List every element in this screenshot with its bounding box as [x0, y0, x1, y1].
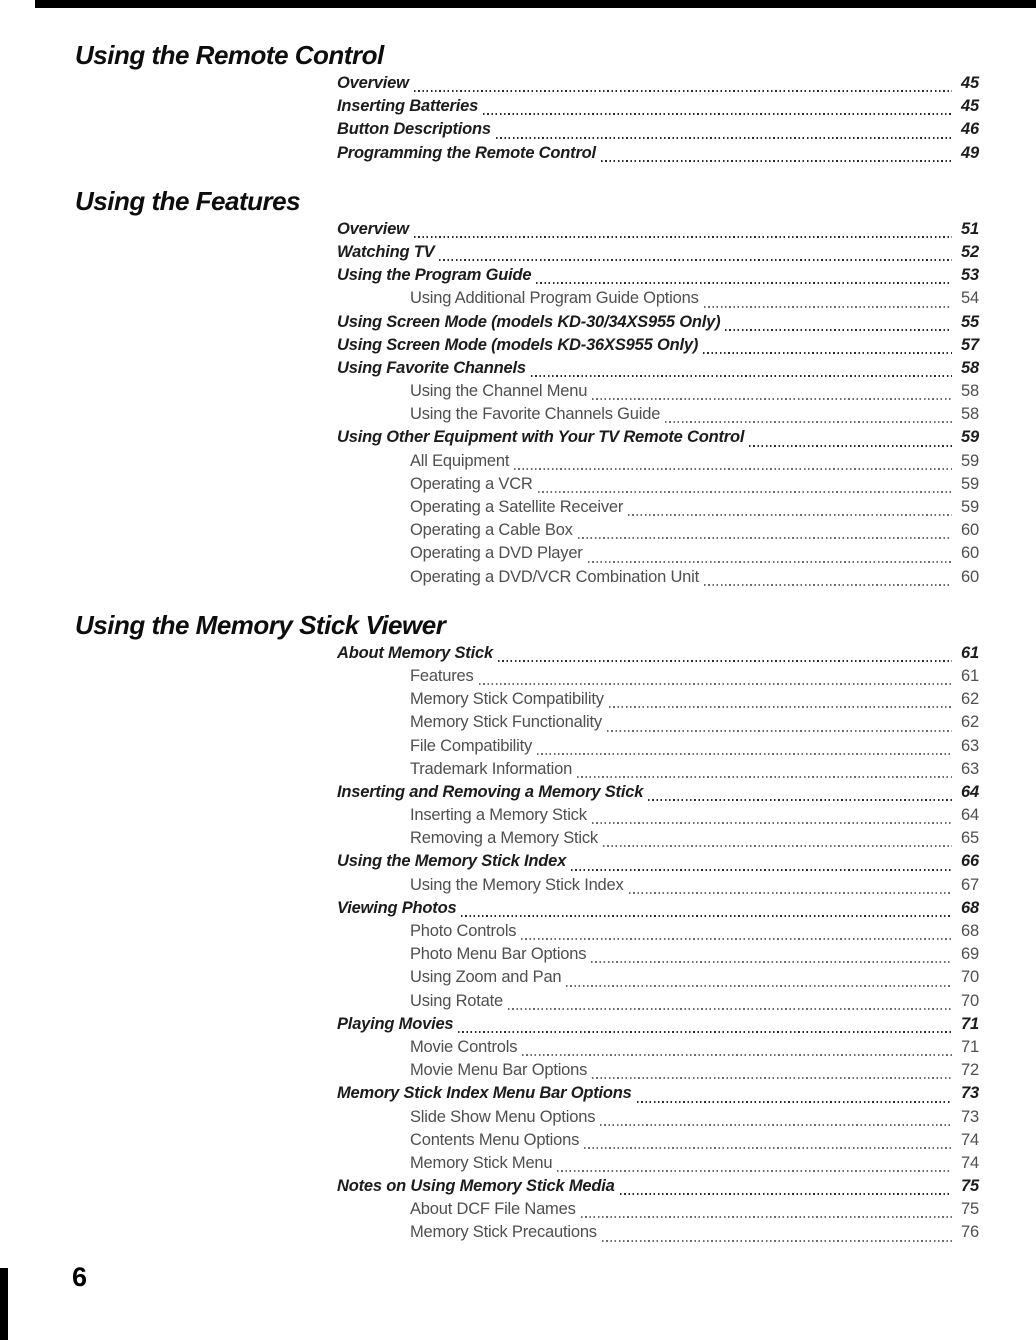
toc-entry-label: Photo Menu Bar Options	[410, 945, 587, 964]
toc-entry-label: Memory Stick Precautions	[410, 1223, 597, 1242]
dot-leader	[522, 1038, 952, 1061]
toc-entry-label: Features	[410, 666, 474, 685]
scan-artifact-left-bar	[0, 1268, 8, 1340]
toc-entry	[337, 876, 979, 899]
toc-entry	[337, 498, 979, 521]
dot-leader	[704, 289, 952, 312]
toc-entry-page-number: 63	[961, 736, 979, 755]
toc-entry-label: Using the Memory Stick Index	[410, 875, 624, 894]
dot-leader	[439, 243, 952, 266]
dot-leader	[536, 266, 952, 289]
toc-entry-page-number: 59	[961, 451, 979, 470]
toc-entry-page-number: 54	[961, 289, 979, 308]
scan-artifact-top-bar	[35, 0, 1036, 8]
toc-entry	[337, 428, 979, 451]
toc-entry	[337, 1061, 979, 1084]
toc-entry-label: Using Other Equipment with Your TV Remote Control	[337, 428, 745, 447]
toc-entry-label: Overview	[337, 74, 409, 92]
dot-leader	[566, 968, 952, 991]
toc-entry	[337, 243, 979, 266]
toc-entry	[337, 1200, 979, 1223]
toc-entry-page-number: 60	[961, 544, 979, 563]
toc-entry	[337, 783, 979, 806]
toc-entry-page-number: 59	[961, 428, 979, 447]
dot-leader	[725, 313, 952, 336]
toc-entry-label: Removing a Memory Stick	[410, 829, 598, 848]
dot-leader	[514, 452, 952, 475]
toc-entry-label: Using the Program Guide	[337, 266, 532, 285]
toc-entry	[337, 220, 979, 243]
toc-entry-label: Overview	[337, 219, 409, 238]
toc-entry-label: Using Screen Mode (models KD-30/34XS955 Only)	[337, 312, 721, 331]
toc-entry-page-number: 70	[961, 991, 979, 1010]
toc-entry-label: Movie Controls	[410, 1037, 518, 1056]
toc-entry-label: Operating a DVD/VCR Combination Unit	[410, 567, 700, 586]
toc-entry-label: Using Favorite Channels	[337, 358, 526, 377]
toc-entry-page-number: 61	[961, 643, 979, 662]
toc-entry-label: Inserting a Memory Stick	[410, 806, 587, 825]
dot-leader	[577, 760, 952, 783]
toc-entry-list	[337, 220, 979, 591]
toc-entry-label: All Equipment	[410, 451, 510, 470]
toc-entry-label: Using the Channel Menu	[410, 382, 588, 401]
toc-entry-page-number: 59	[961, 474, 979, 493]
dot-leader	[703, 336, 952, 359]
toc-entry	[337, 382, 979, 405]
toc-entry-page-number: 58	[961, 382, 979, 401]
toc-entry	[337, 968, 979, 991]
toc-entry-label: Slide Show Menu Options	[410, 1107, 596, 1126]
dot-leader	[496, 120, 952, 143]
dot-leader	[508, 992, 952, 1015]
toc-entry	[337, 1108, 979, 1131]
dot-leader	[592, 1061, 952, 1084]
toc-section	[0, 185, 1036, 591]
toc-entry	[337, 336, 979, 359]
toc-entry-label: Operating a DVD Player	[410, 544, 583, 563]
section-heading: Using the Remote Control	[75, 40, 384, 70]
toc-entry-label: Inserting Batteries	[337, 97, 479, 116]
toc-entry	[337, 945, 979, 968]
toc-entry-label: Memory Stick Compatibility	[410, 690, 604, 709]
toc-entry-page-number: 64	[961, 806, 979, 825]
dot-leader	[584, 1131, 952, 1154]
toc-entry-page-number: 53	[961, 266, 979, 285]
toc-entry	[337, 1015, 979, 1038]
dot-leader	[557, 1154, 952, 1177]
toc-entry-label: Memory Stick Functionality	[410, 713, 602, 732]
toc-entry-page-number: 76	[961, 1223, 979, 1242]
toc-entry-label: About DCF File Names	[410, 1200, 576, 1219]
toc-content	[0, 42, 1036, 1247]
toc-entry-label: Using the Favorite Channels Guide	[410, 405, 661, 424]
toc-entry-label: Trademark Information	[410, 759, 573, 778]
dot-leader	[479, 667, 952, 690]
toc-entry-label: Notes on Using Memory Stick Media	[337, 1177, 615, 1196]
toc-entry	[337, 1038, 979, 1061]
toc-entry	[337, 144, 979, 167]
toc-entry	[337, 713, 979, 736]
toc-entry-page-number: 45	[961, 97, 979, 116]
toc-entry	[337, 760, 979, 783]
dot-leader	[578, 521, 952, 544]
toc-entry-page-number: 72	[961, 1061, 979, 1080]
toc-entry-label: Inserting and Removing a Memory Stick	[337, 782, 644, 801]
toc-entry-label: Movie Menu Bar Options	[410, 1061, 588, 1080]
dot-leader	[531, 359, 952, 382]
dot-leader	[628, 498, 952, 521]
toc-entry-page-number: 70	[961, 968, 979, 987]
toc-entry	[337, 992, 979, 1015]
dot-leader	[537, 737, 952, 760]
toc-entry-page-number: 46	[961, 120, 979, 139]
toc-entry	[337, 1223, 979, 1246]
dot-leader	[629, 876, 952, 899]
toc-entry	[337, 852, 979, 875]
toc-entry-page-number: 71	[961, 1014, 979, 1033]
toc-entry-page-number: 51	[961, 219, 979, 238]
toc-entry-label: Operating a VCR	[410, 474, 533, 493]
toc-entry-list	[337, 74, 979, 167]
toc-entry-page-number: 58	[961, 405, 979, 424]
toc-entry	[337, 313, 979, 336]
toc-entry	[337, 568, 979, 591]
dot-leader	[704, 568, 952, 591]
dot-leader	[607, 713, 952, 736]
toc-entry	[337, 452, 979, 475]
dot-leader	[588, 544, 952, 567]
dot-leader	[581, 1200, 952, 1223]
toc-entry	[337, 521, 979, 544]
toc-entry-label: Using Zoom and Pan	[410, 968, 562, 987]
toc-entry-page-number: 49	[961, 143, 979, 162]
dot-leader	[461, 899, 952, 922]
toc-entry-page-number: 59	[961, 498, 979, 516]
toc-entry-label: Viewing Photos	[337, 898, 457, 917]
toc-entry-label: File Compatibility	[410, 736, 533, 755]
toc-entry	[337, 74, 979, 97]
toc-entry	[337, 829, 979, 852]
toc-entry-label: Using Screen Mode (models KD-36XS955 Only)	[337, 335, 699, 354]
toc-entry	[337, 1177, 979, 1200]
dot-leader	[665, 405, 952, 428]
toc-entry-label: Contents Menu Options	[410, 1130, 580, 1149]
toc-entry-page-number: 69	[961, 945, 979, 964]
dot-leader	[603, 829, 952, 852]
toc-entry-page-number: 55	[961, 312, 979, 331]
toc-entry	[337, 667, 979, 690]
toc-entry-page-number: 75	[961, 1177, 979, 1196]
toc-entry	[337, 1131, 979, 1154]
dot-leader	[498, 644, 952, 667]
toc-entry-label: Using the Memory Stick Index	[337, 852, 567, 871]
toc-entry-page-number: 67	[961, 875, 979, 894]
toc-entry-page-number: 62	[961, 690, 979, 709]
dot-leader	[571, 852, 952, 875]
toc-entry	[337, 1154, 979, 1177]
toc-entry	[337, 922, 979, 945]
toc-entry-page-number: 52	[961, 242, 979, 261]
section-heading: Using the Features	[75, 185, 301, 216]
dot-leader	[414, 220, 952, 243]
toc-entry-label: Photo Controls	[410, 922, 517, 940]
toc-entry-label: Programming the Remote Control	[337, 143, 596, 162]
dot-leader	[602, 1223, 952, 1246]
toc-entry-page-number: 68	[961, 922, 979, 940]
toc-entry-label: Watching TV	[337, 242, 435, 261]
toc-entry	[337, 405, 979, 428]
toc-entry-page-number: 66	[961, 852, 979, 871]
toc-entry	[337, 120, 979, 143]
toc-entry-label: Playing Movies	[337, 1014, 454, 1033]
toc-section	[0, 42, 1036, 167]
toc-entry-label: Using Additional Program Guide Options	[410, 289, 699, 308]
toc-entry	[337, 737, 979, 760]
dot-leader	[591, 945, 952, 968]
dot-leader	[600, 1108, 952, 1131]
dot-leader	[620, 1177, 952, 1200]
toc-entry-page-number: 73	[961, 1107, 979, 1126]
dot-leader	[609, 690, 952, 713]
toc-entry-page-number: 62	[961, 713, 979, 732]
toc-entry	[337, 475, 979, 498]
toc-entry-label: About Memory Stick	[337, 643, 493, 662]
toc-entry-page-number: 58	[961, 358, 979, 377]
toc-entry-page-number: 74	[961, 1153, 979, 1172]
dot-leader	[601, 144, 952, 167]
toc-entry-page-number: 60	[961, 521, 979, 540]
toc-entry	[337, 359, 979, 382]
toc-entry-page-number: 64	[961, 782, 979, 801]
dot-leader	[458, 1015, 952, 1038]
toc-entry	[337, 289, 979, 312]
section-heading: Using the Memory Stick Viewer	[75, 609, 446, 640]
toc-entry-page-number: 75	[961, 1200, 979, 1219]
dot-leader	[637, 1084, 952, 1107]
page-number: 6	[72, 1262, 88, 1292]
dot-leader	[414, 74, 952, 97]
dot-leader	[749, 428, 952, 451]
toc-entry	[337, 899, 979, 922]
toc-entry-label: Operating a Satellite Receiver	[410, 498, 624, 516]
toc-entry	[337, 97, 979, 120]
toc-entry-label: Button Descriptions	[337, 120, 491, 139]
toc-entry-page-number: 68	[961, 898, 979, 917]
toc-entry	[337, 690, 979, 713]
toc-section	[0, 609, 1036, 1247]
dot-leader	[592, 806, 952, 829]
toc-entry-page-number: 57	[961, 335, 979, 354]
toc-entry-page-number: 45	[961, 74, 979, 92]
dot-leader	[483, 97, 952, 120]
toc-entry-list	[337, 644, 979, 1247]
toc-entry-page-number: 71	[961, 1037, 979, 1056]
toc-entry-label: Memory Stick Menu	[410, 1153, 553, 1172]
toc-entry	[337, 806, 979, 829]
toc-entry-label: Memory Stick Index Menu Bar Options	[337, 1084, 632, 1103]
toc-entry	[337, 1084, 979, 1107]
dot-leader	[521, 922, 952, 945]
dot-leader	[648, 783, 952, 806]
dot-leader	[592, 382, 952, 405]
toc-entry-page-number: 65	[961, 829, 979, 848]
toc-entry-page-number: 73	[961, 1084, 979, 1103]
toc-entry	[337, 644, 979, 667]
toc-entry-page-number: 63	[961, 759, 979, 778]
toc-entry	[337, 266, 979, 289]
dot-leader	[538, 475, 952, 498]
toc-entry-label: Operating a Cable Box	[410, 521, 573, 540]
toc-entry-page-number: 60	[961, 567, 979, 586]
toc-entry-page-number: 74	[961, 1130, 979, 1149]
toc-entry-label: Using Rotate	[410, 991, 503, 1010]
toc-entry	[337, 544, 979, 567]
toc-entry-page-number: 61	[961, 666, 979, 685]
